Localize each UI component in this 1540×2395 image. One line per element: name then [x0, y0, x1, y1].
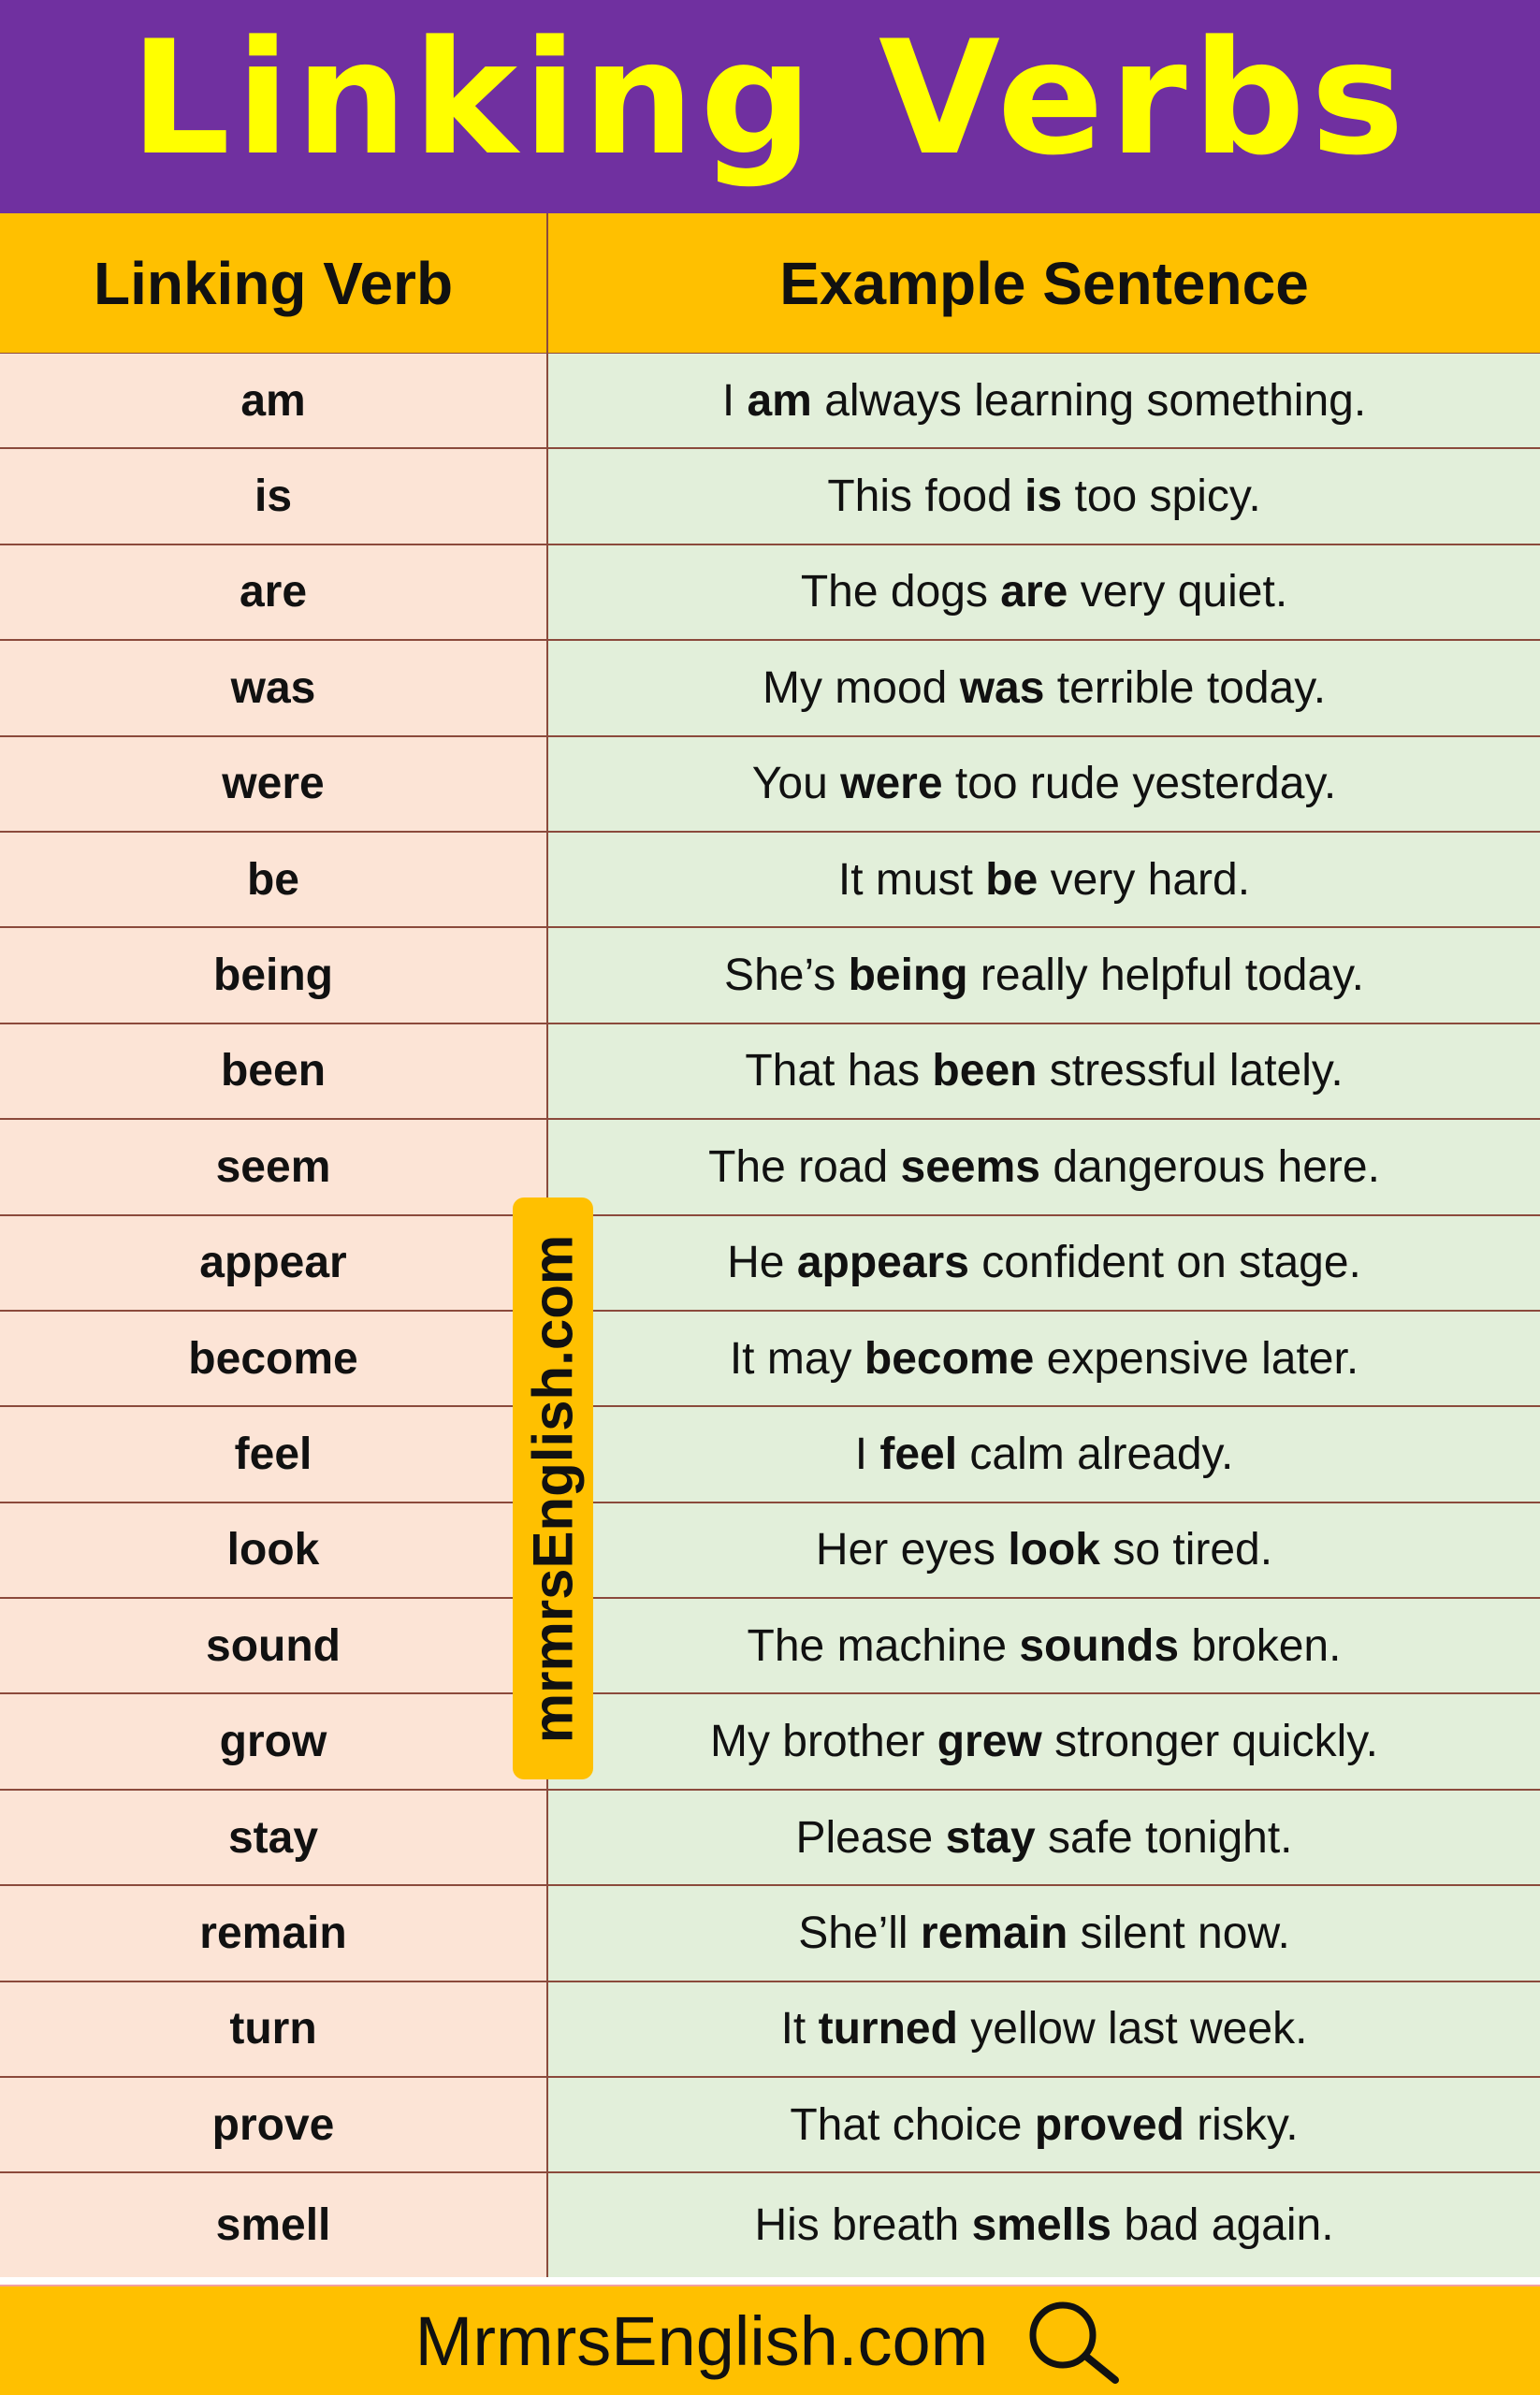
sentence-verb: sounds	[1019, 1620, 1180, 1671]
sentence-verb: is	[1024, 472, 1063, 522]
verb-cell: are	[0, 545, 548, 639]
table-row	[0, 641, 1540, 736]
verb-cell: feel	[0, 1407, 548, 1501]
sentence-verb: proved	[1034, 2099, 1184, 2150]
table-row	[0, 1503, 1540, 1599]
sentence-post: too spicy.	[1062, 472, 1261, 522]
verb-cell: sound	[0, 1599, 548, 1692]
header-linking-verb: Linking Verb	[0, 213, 548, 353]
sentence-pre: The machine	[747, 1620, 1020, 1671]
table-row	[0, 1312, 1540, 1407]
table-row	[0, 1791, 1540, 1886]
verb-cell: appear	[0, 1216, 548, 1310]
table-row	[0, 545, 1540, 641]
sentence-verb: feel	[879, 1429, 958, 1479]
sentence-verb: grew	[937, 1717, 1042, 1767]
sentence-post: terrible today.	[1044, 662, 1327, 713]
table-row	[0, 833, 1540, 928]
verb-cell: look	[0, 1503, 548, 1597]
table-row	[0, 1120, 1540, 1215]
sentence-post: really helpful today.	[967, 951, 1364, 1001]
sentence-cell	[548, 2173, 1540, 2277]
sentence-pre: My mood	[762, 662, 960, 713]
verb-cell: stay	[0, 1791, 548, 1884]
footer-bar	[0, 2285, 1540, 2395]
table-header	[0, 213, 1540, 355]
verb-cell: is	[0, 449, 548, 543]
table-row	[0, 1886, 1540, 1981]
sentence-cell	[548, 545, 1540, 639]
sentence-verb: become	[864, 1333, 1035, 1384]
sentence-post: stressful lately.	[1037, 1046, 1344, 1096]
sentence-cell	[548, 1312, 1540, 1405]
table-row	[0, 1599, 1540, 1694]
sentence-verb: was	[959, 662, 1045, 713]
watermark-badge	[513, 1198, 593, 1779]
table-row	[0, 1216, 1540, 1312]
search-icon[interactable]	[1022, 2296, 1125, 2386]
sentence-pre: It may	[729, 1333, 864, 1384]
sentence-post: broken.	[1179, 1620, 1342, 1671]
sentence-post: always learning something.	[811, 375, 1367, 426]
sentence-cell	[548, 1791, 1540, 1884]
verb-cell: grow	[0, 1694, 548, 1788]
sentence-pre: The road	[708, 1141, 901, 1192]
sentence-cell	[548, 1503, 1540, 1597]
verb-cell: prove	[0, 2078, 548, 2171]
sentence-cell	[548, 928, 1540, 1022]
sentence-verb: be	[985, 854, 1039, 905]
footer-text[interactable]: MrmrsEnglish.com	[414, 2301, 989, 2380]
verb-cell: being	[0, 928, 548, 1022]
sentence-verb: remain	[920, 1908, 1068, 1958]
sentence-pre: I	[721, 375, 748, 426]
sentence-post: silent now.	[1068, 1908, 1290, 1958]
sentence-verb: been	[932, 1046, 1038, 1096]
verb-cell: seem	[0, 1120, 548, 1213]
table-row	[0, 1407, 1540, 1502]
sentence-verb: stay	[945, 1812, 1036, 1863]
sentence-cell	[548, 2078, 1540, 2171]
sentence-cell	[548, 1120, 1540, 1213]
sentence-pre: He	[727, 1238, 797, 1288]
sentence-cell	[548, 1407, 1540, 1501]
table-row	[0, 1982, 1540, 2078]
sentence-pre: His breath	[754, 2200, 972, 2251]
sentence-post: risky.	[1184, 2099, 1299, 2150]
sentence-verb: smells	[971, 2200, 1111, 2251]
sentence-verb: seems	[900, 1141, 1040, 1192]
sentence-post: dangerous here.	[1039, 1141, 1380, 1192]
sentence-post: bad again.	[1111, 2200, 1334, 2251]
sentence-verb: are	[1000, 567, 1068, 617]
sentence-cell	[548, 1599, 1540, 1692]
sentence-pre: Please	[795, 1812, 946, 1863]
sentence-pre: I	[854, 1429, 880, 1479]
sentence-pre: This food	[827, 472, 1025, 522]
title-banner	[0, 0, 1540, 213]
sentence-cell	[548, 1216, 1540, 1310]
table-row	[0, 354, 1540, 449]
table-row	[0, 1694, 1540, 1790]
sentence-post: expensive later.	[1034, 1333, 1359, 1384]
sentence-post: safe tonight.	[1035, 1812, 1293, 1863]
verb-cell: remain	[0, 1886, 548, 1980]
sentence-cell	[548, 354, 1540, 447]
sentence-verb: turned	[818, 2004, 958, 2054]
table-row	[0, 449, 1540, 544]
sentence-pre: My brother	[709, 1717, 937, 1767]
header-example-sentence: Example Sentence	[779, 249, 1309, 317]
sentence-pre: It must	[837, 854, 986, 905]
sentence-verb: were	[840, 759, 943, 809]
watermark-text: mrmrsEnglish.com	[521, 1234, 585, 1743]
table-row	[0, 2078, 1540, 2173]
verb-cell: been	[0, 1024, 548, 1118]
sentence-pre: That has	[745, 1046, 933, 1096]
sentence-post: so tired.	[1100, 1525, 1273, 1575]
table-row	[0, 1024, 1540, 1120]
sentence-post: confident on stage.	[968, 1238, 1361, 1288]
sentence-pre: It	[780, 2004, 819, 2054]
verb-cell: turn	[0, 1982, 548, 2076]
sentence-cell	[548, 737, 1540, 831]
sentence-cell	[548, 1024, 1540, 1118]
sentence-verb: am	[747, 375, 812, 426]
sentence-verb: look	[1008, 1525, 1100, 1575]
sentence-verb: being	[848, 951, 968, 1001]
sentence-cell	[548, 1694, 1540, 1788]
verb-cell: be	[0, 833, 548, 926]
table-body	[0, 354, 1540, 2285]
sentence-post: yellow last week.	[957, 2004, 1308, 2054]
sentence-post: too rude yesterday.	[942, 759, 1337, 809]
sentence-cell	[548, 1982, 1540, 2076]
sentence-pre: Her eyes	[815, 1525, 1009, 1575]
sentence-post: stronger quickly.	[1041, 1717, 1379, 1767]
sentence-pre: You	[751, 759, 841, 809]
verb-cell: were	[0, 737, 548, 831]
table-row	[0, 928, 1540, 1023]
sentence-post: calm already.	[957, 1429, 1234, 1479]
sentence-cell	[548, 641, 1540, 734]
sentence-pre: She’s	[724, 951, 849, 1001]
verb-cell: become	[0, 1312, 548, 1405]
verb-cell: am	[0, 354, 548, 447]
sentence-cell	[548, 449, 1540, 543]
sentence-post: very hard.	[1038, 854, 1251, 905]
sentence-verb: appears	[796, 1238, 969, 1288]
sentence-cell	[548, 833, 1540, 926]
table-row	[0, 2173, 1540, 2277]
page-title: Linking Verbs	[130, 7, 1410, 190]
verb-cell: smell	[0, 2173, 548, 2277]
table-row	[0, 737, 1540, 833]
verb-cell: was	[0, 641, 548, 734]
sentence-post: very quiet.	[1068, 567, 1288, 617]
sentence-pre: The dogs	[800, 567, 1001, 617]
sentence-pre: That choice	[790, 2099, 1035, 2150]
sentence-pre: She’ll	[798, 1908, 921, 1958]
sentence-cell	[548, 1886, 1540, 1980]
